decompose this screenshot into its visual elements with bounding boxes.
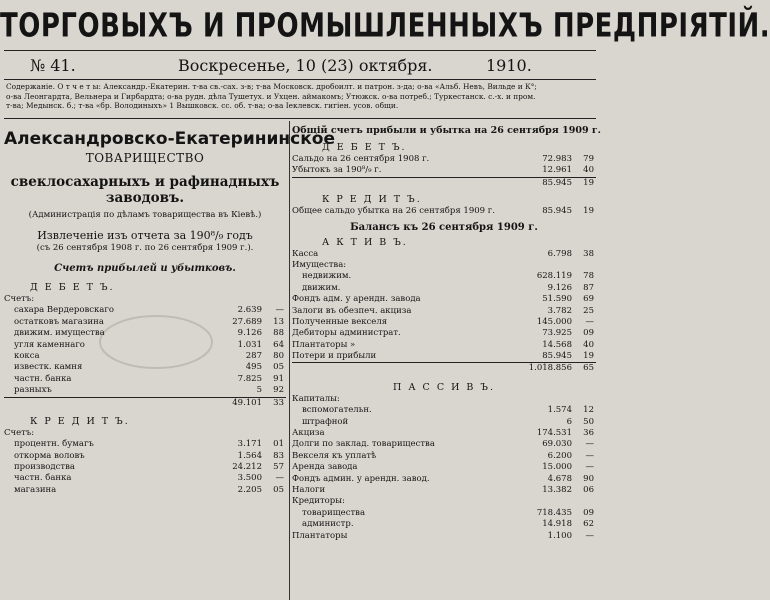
- row-rubles: 6.798: [547, 248, 572, 259]
- row-kopecks: 06: [583, 484, 594, 495]
- debet-total-row: 49.101 33: [4, 397, 286, 409]
- row-label: остатковъ магазина: [14, 316, 104, 327]
- row-rubles: 5: [256, 385, 262, 396]
- row-rubles: 9.126: [237, 328, 262, 339]
- row-rubles: 14.918: [542, 519, 572, 530]
- row-label: частн. банка: [14, 373, 72, 384]
- issue-line: [0, 55, 600, 77]
- table-row: [292, 417, 596, 428]
- table-row: [292, 154, 596, 165]
- row-label: Плантаторы »: [292, 339, 356, 350]
- row-rubles: 1.031: [237, 339, 262, 350]
- row-kopecks: —: [275, 473, 284, 484]
- row-rubles: 51.590: [542, 294, 572, 305]
- table-row: [292, 306, 596, 317]
- row-kopecks: —: [585, 450, 594, 461]
- row-label: частн. банка: [14, 473, 72, 484]
- row-kopecks: 83: [273, 450, 284, 461]
- row-rubles: 85.945: [542, 206, 572, 217]
- row-rubles: 3.171: [237, 439, 262, 450]
- table-row: [292, 206, 596, 217]
- row-label: Кредиторы:: [292, 496, 345, 507]
- table-row: [4, 439, 286, 450]
- row-kopecks: 05: [273, 484, 284, 495]
- kredit-header: К Р Е Д И Т Ъ.: [30, 415, 130, 427]
- row-label: штрафной: [302, 416, 349, 427]
- issue-rule: [4, 79, 596, 80]
- kredit-table: [4, 439, 286, 496]
- row-rubles: 69.030: [542, 439, 572, 450]
- row-kopecks: —: [275, 305, 284, 316]
- pl-account-title: Счетъ прибылей и убытковъ.: [54, 263, 236, 274]
- row-rubles: 3.500: [237, 473, 262, 484]
- general-account-title: Общій счетъ прибыли и убытка на 26 сентября 1909 г.: [292, 125, 601, 136]
- report-extract-heading: Извлеченіе изъ отчета за 190⁸/₉ годъ: [37, 229, 253, 242]
- table-row: [292, 283, 596, 294]
- row-rubles: 495: [245, 362, 262, 373]
- row-kopecks: —: [585, 316, 594, 327]
- table-row: [292, 249, 596, 260]
- table-row: [292, 165, 596, 176]
- masthead-title: ТОРГОВЫХЪ И ПРОМЫШЛЕННЫХЪ ПРЕДПРІЯТІЙ.: [0, 7, 770, 45]
- balance-title: Балансъ къ 26 сентября 1909 г.: [350, 221, 538, 233]
- row-kopecks: 78: [583, 271, 594, 282]
- table-row: [292, 405, 596, 416]
- row-kopecks: 92: [273, 385, 284, 396]
- row-rubles: 15.000: [542, 462, 572, 473]
- row-rubles: 14.568: [542, 339, 572, 350]
- row-label: угля каменнаго: [14, 339, 85, 350]
- issue-date: Воскресенье, 10 (23) октября.: [178, 56, 433, 75]
- row-rubles: 4.678: [547, 473, 572, 484]
- row-rubles: 9.126: [547, 282, 572, 293]
- row-rubles: 718.435: [536, 507, 572, 518]
- table-row: [4, 473, 286, 484]
- row-kopecks: 25: [583, 305, 594, 316]
- row-label: Акциза: [292, 428, 325, 439]
- row-rubles: 145.000: [536, 316, 572, 327]
- row-kopecks: 12: [583, 405, 594, 416]
- table-row: [4, 385, 286, 396]
- row-rubles: 72.983: [542, 154, 572, 164]
- row-kopecks: 09: [583, 507, 594, 518]
- table-row: [292, 394, 596, 405]
- row-label: движим. имущества: [14, 328, 105, 339]
- row-rubles: 6.200: [547, 450, 572, 461]
- table-row: [4, 451, 286, 462]
- contents-block: [6, 82, 594, 111]
- row-label: Капиталы:: [292, 393, 340, 404]
- row-kopecks: 50: [583, 416, 594, 427]
- table-row: [292, 474, 596, 485]
- company-title: Александровско-Екатерининское: [4, 129, 335, 149]
- row-kopecks: 19: [583, 351, 594, 362]
- table-row: [292, 340, 596, 351]
- report-period: (съ 26 сентября 1908 г. по 26 сентября 1909 г.).: [36, 243, 254, 253]
- table-row: [292, 439, 596, 450]
- table-row: [292, 351, 596, 362]
- row-kopecks: 79: [583, 154, 594, 164]
- row-rubles: 1.100: [547, 530, 572, 541]
- passiv-table: [292, 394, 596, 542]
- row-label: Полученные векселя: [292, 316, 388, 327]
- row-rubles: 1.574: [547, 405, 572, 416]
- debet-table: [292, 154, 596, 177]
- row-rubles: 287: [245, 350, 262, 361]
- row-rubles: 13.382: [542, 484, 572, 495]
- masthead-rule: [4, 50, 596, 51]
- company-line: свеклосахарныхъ и рафинадныхъ: [10, 174, 280, 190]
- row-label: кокса: [14, 350, 40, 361]
- row-kopecks: 57: [273, 462, 284, 473]
- company-line: заводовъ.: [105, 190, 185, 206]
- row-kopecks: 40: [583, 165, 594, 176]
- row-kopecks: —: [585, 462, 594, 473]
- row-label: вспомогательн.: [302, 405, 372, 416]
- row-kopecks: 05: [273, 362, 284, 373]
- row-kopecks: 13: [273, 316, 284, 327]
- aktiv-total-row: 1.018.856 65: [292, 362, 596, 374]
- row-rubles: 24.212: [232, 462, 262, 473]
- row-kopecks: 09: [583, 328, 594, 339]
- row-kopecks: 64: [273, 339, 284, 350]
- company-subtitle: ТОВАРИЩЕСТВО: [85, 151, 205, 165]
- row-label: Убытокъ за 190⁸/₉ г.: [292, 165, 382, 176]
- row-label: товарищества: [302, 507, 366, 518]
- table-row: [292, 294, 596, 305]
- row-rubles: 2.205: [237, 484, 262, 495]
- table-row: [4, 485, 286, 496]
- row-rubles: 27.689: [232, 316, 262, 327]
- debet-header: Д Е Б Е Т Ъ.: [322, 142, 407, 153]
- row-rubles: 73.925: [542, 328, 572, 339]
- debet-header: Д Е Б Е Т Ъ.: [30, 282, 115, 293]
- table-row: [292, 271, 596, 282]
- row-label: Залоги въ обезпеч. акциза: [292, 305, 412, 316]
- issue-year: 1910.: [486, 56, 532, 75]
- debet-total-row: 85.945 19: [292, 177, 596, 189]
- row-kopecks: —: [585, 530, 594, 541]
- table-row: [292, 428, 596, 439]
- row-kopecks: 01: [273, 439, 284, 450]
- row-label: магазина: [14, 484, 57, 495]
- row-kopecks: 62: [583, 519, 594, 530]
- row-rubles: 85.945: [542, 351, 572, 362]
- row-label: откорма воловъ: [14, 450, 85, 461]
- row-rubles: 6: [566, 416, 572, 427]
- table-row: [292, 519, 596, 530]
- row-rubles: 3.782: [547, 305, 572, 316]
- administration-note: (Администрація по дѣламъ товарищества въ Кіевѣ.): [28, 210, 262, 220]
- table-row: [292, 508, 596, 519]
- row-kopecks: 91: [273, 373, 284, 384]
- row-label: Векселя къ уплатѣ: [292, 450, 377, 461]
- kredit-header: К Р Е Д И Т Ъ.: [322, 194, 422, 206]
- row-label: Потери и прибыли: [292, 351, 377, 362]
- table-row: [292, 328, 596, 339]
- aktiv-header: А К Т И В Ъ.: [322, 236, 408, 248]
- row-label: разныхъ: [14, 385, 52, 396]
- row-label: Фондъ админ. у арендн. завод.: [292, 473, 430, 484]
- row-rubles: 2.639: [237, 305, 262, 316]
- row-label: Аренда завода: [292, 462, 358, 473]
- row-rubles: 628.119: [536, 271, 572, 282]
- row-kopecks: 36: [583, 428, 594, 439]
- row-label: Сальдо на 26 сентября 1908 г.: [292, 154, 430, 164]
- row-label: Касса: [292, 248, 319, 259]
- row-label: Налоги: [292, 484, 326, 495]
- account-label: Счетъ:: [4, 427, 35, 438]
- faint-bleedthrough-mark: [96, 312, 216, 372]
- row-rubles: 174.531: [536, 428, 572, 439]
- row-kopecks: 80: [273, 350, 284, 361]
- table-row: [292, 531, 596, 542]
- row-label: известк. камня: [14, 362, 83, 373]
- row-rubles: 1.564: [237, 450, 262, 461]
- row-kopecks: 90: [583, 473, 594, 484]
- row-rubles: 12.961: [542, 165, 572, 176]
- row-label: Плантаторы: [292, 530, 348, 541]
- table-row: [292, 260, 596, 271]
- table-row: [4, 374, 286, 385]
- row-label: Фондъ адм. у арендн. завода: [292, 294, 421, 305]
- row-kopecks: 19: [583, 206, 594, 217]
- row-kopecks: 88: [273, 328, 284, 339]
- table-row: [292, 451, 596, 462]
- row-kopecks: 69: [583, 294, 594, 305]
- table-row: [292, 317, 596, 328]
- column-divider: [289, 121, 290, 600]
- row-kopecks: —: [585, 439, 594, 450]
- table-row: [292, 485, 596, 496]
- row-rubles: 7.825: [237, 373, 262, 384]
- row-label: Имущества:: [292, 259, 347, 270]
- row-label: Общее сальдо убытка на 26 сентября 1909 г.: [292, 206, 495, 217]
- aktiv-table: [292, 249, 596, 363]
- account-label: Счетъ:: [4, 294, 35, 304]
- passiv-header: П А С С И В Ъ.: [393, 381, 495, 393]
- row-label: сахара Вердеровскаго: [14, 305, 114, 316]
- row-kopecks: 38: [583, 248, 594, 259]
- table-row: [292, 462, 596, 473]
- table-row: [4, 462, 286, 473]
- row-label: администр.: [302, 519, 354, 530]
- row-label: движим.: [302, 282, 341, 293]
- row-label: Долги по заклад. товарищества: [292, 439, 435, 450]
- contents-line: о-ва Леонгардта, Вельнера и Гирбардта; о-ва рудн. дѣла Тушетух. и Ухцен. аймакомъ; Утюжск. о-ва потреб.; Туркестанск. с.-х. и пром.: [6, 91, 536, 101]
- row-kopecks: 87: [583, 282, 594, 293]
- row-label: недвижим.: [302, 271, 352, 282]
- contents-rule: [4, 118, 596, 119]
- right-column: [292, 124, 601, 542]
- issue-number: № 41.: [30, 56, 76, 75]
- kredit-table: [292, 206, 596, 217]
- contents-line: т-ва; Медынск. б.; т-ва «бр. Володиныхъ» 1 Вышковск. сс. об. т-ва; о-ва Іеклевск. гигіен. усов. общи.: [6, 101, 399, 110]
- row-label: процентн. бумагъ: [14, 439, 94, 450]
- contents-line: Содержаніе. О т ч е т ы: Александр.-Екатерин. т-ва св.-сах. з-в; т-ва Московск. дробоилт. и патрон. з-да; о-ва «Альб. Невъ, Вильде и К°;: [6, 82, 537, 91]
- row-label: Дебиторы администрат.: [292, 328, 401, 339]
- table-row: [292, 496, 596, 507]
- row-label: производства: [14, 462, 75, 473]
- row-kopecks: 40: [583, 339, 594, 350]
